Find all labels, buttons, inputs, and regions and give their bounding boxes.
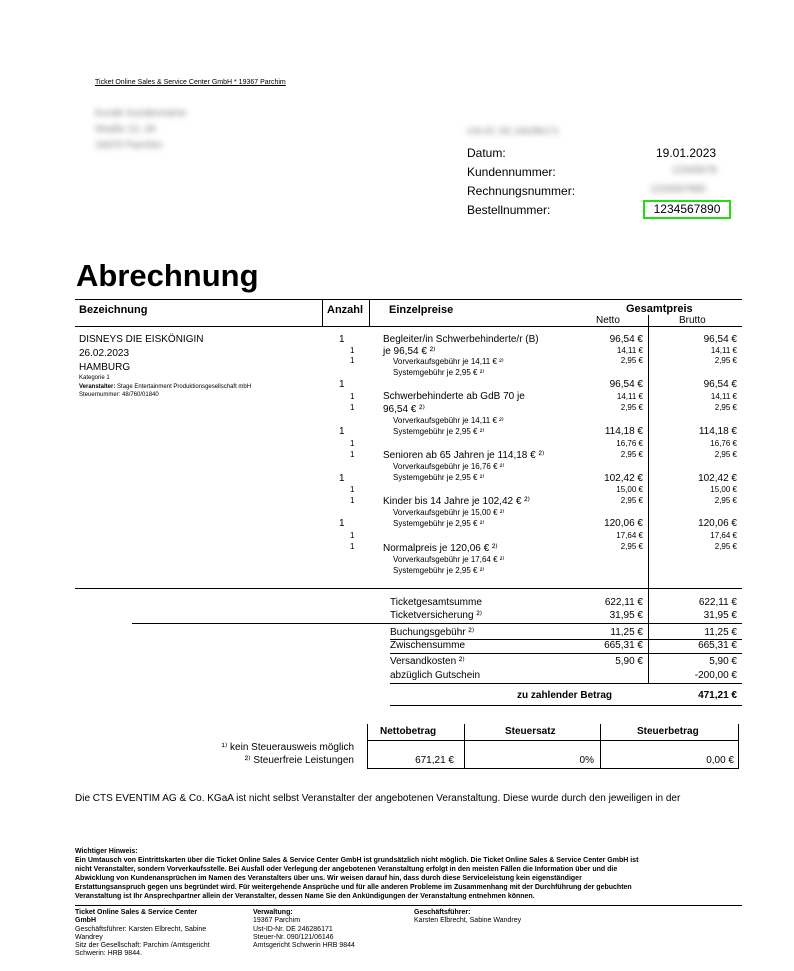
gutschein-label: abzüglich Gutschein [390, 670, 481, 681]
event-veranstalter [79, 384, 251, 390]
event-steuernummer: Steuernummer: 48/760/01840 [79, 392, 159, 398]
brutto-price: 14,11 € [710, 346, 737, 355]
qty: 1 [350, 356, 355, 365]
footer-line: Schwerin: HRB 9844. [75, 950, 142, 957]
qty: 1 [339, 473, 345, 484]
netto-price: 16,76 € [616, 439, 643, 448]
reference-number: USt-ID: DE 246286171 [467, 126, 560, 136]
subtotal-rule [132, 623, 742, 624]
item-vvk: Vorverkaufsgebühr je 14,11 € ²⁾ [393, 357, 504, 366]
sender-line: Ticket Online Sales & Service Center GmbH * 19367 Parchim [95, 79, 286, 86]
brutto-price: 96,54 € [703, 379, 737, 390]
item-vvk: Vorverkaufsgebühr je 17,64 € ²⁾ [393, 555, 505, 564]
header-bottom-rule [75, 326, 742, 327]
item-schwer-price: 96,54 € ²⁾ [383, 404, 425, 415]
buchung-label: Buchungsgebühr ²⁾ [390, 627, 475, 638]
netto-price: 120,06 € [604, 518, 643, 529]
footer-rule [75, 905, 742, 906]
netto-price: 2,95 € [620, 496, 643, 505]
tax-betrag-header: Steuerbetrag [637, 726, 699, 737]
gutschein-rule [390, 683, 742, 684]
zwischen-brutto: 665,31 € [698, 640, 737, 651]
tax-satz-header: Steuersatz [505, 726, 556, 737]
netto-price: 114,18 € [604, 426, 643, 437]
item-vvk: Vorverkaufsgebühr je 15,00 € ²⁾ [393, 508, 505, 517]
bestell-value: 1234567890 [643, 200, 731, 219]
zwischen-label: Zwischensumme [390, 640, 466, 651]
tax-betrag-value: 0,00 € [706, 755, 734, 766]
item-system: Systemgebühr je 2,95 € ²⁾ [393, 519, 485, 528]
footer-line: Steuer-Nr. 090/121/06146 [253, 934, 334, 941]
buchung-netto: 11,25 € [610, 627, 643, 638]
col-divider [369, 300, 370, 326]
address-line: 19370 Parchim [95, 140, 163, 151]
event-date: 26.02.2023 [79, 348, 130, 359]
brutto-price: 17,64 € [710, 531, 737, 540]
notice-title: Wichtiger Hinweis: [75, 848, 138, 855]
brutto-price: 120,06 € [698, 518, 737, 529]
event-city: HAMBURG [79, 362, 131, 373]
qty: 1 [350, 346, 355, 355]
brutto-price: 16,76 € [710, 439, 737, 448]
kunde-label: Kundennummer: [467, 165, 556, 179]
buchung-brutto: 11,25 € [704, 627, 737, 638]
brutto-price: 114,18 € [698, 426, 737, 437]
tax-netto-value: 671,21 € [415, 755, 454, 766]
ticketsumme-brutto: 622,11 € [698, 597, 737, 608]
footer-line: Geschäftsführer: Karsten Elbrecht, Sabine [75, 926, 207, 933]
netto-price: 102,42 € [604, 473, 643, 484]
col-divider-netto-brutto [648, 315, 649, 588]
versand-label: Versandkosten ²⁾ [390, 656, 465, 667]
notice-line: Abwicklung von Kundenansprüchen im Namen des Veranstalters über uns. Wir weisen darauf hin, dass durch diese Serviceleistung kein eigenständiger [75, 875, 582, 882]
footer-verwaltung-title: Verwaltung: [253, 909, 293, 916]
address-line: Kunde Kundenname [95, 108, 187, 119]
col-einzelpreise: Einzelpreise [389, 304, 454, 316]
netto-price: 2,95 € [620, 403, 643, 412]
item-begleiter-price: je 96,54 € ²⁾ [383, 346, 436, 357]
qty: 1 [350, 485, 355, 494]
netto-price: 15,00 € [616, 485, 643, 494]
item-system: Systemgebühr je 2,95 € ²⁾ [393, 368, 485, 377]
footer-line: 19367 Parchim [253, 917, 301, 924]
notice-line: nicht Veranstalter, sondern Vorverkaufsstelle. Bei Ausfall oder Verlegung der angebotenen Veranstaltung erfolgt in den meisten Fällen die Information über und die [75, 866, 618, 873]
item-vvk: Vorverkaufsgebühr je 16,76 € ²⁾ [393, 462, 505, 471]
notice-line: Veranstaltung ist Ihr Ansprechpartner allein der Veranstalter, dessen Name Sie den Ankündigungen der Veranstaltung entnehmen können. [75, 893, 535, 900]
veranstalter-label: Veranstalter: [79, 384, 116, 390]
brutto-price: 2,95 € [714, 496, 737, 505]
footer-company-title: Ticket Online Sales & Service Center [75, 909, 198, 916]
footer-line: Karsten Elbrecht, Sabine Wandrey [414, 917, 522, 924]
versicherung-brutto: 31,95 € [703, 610, 737, 621]
tax-header-rule [367, 740, 738, 741]
netto-price: 2,95 € [620, 450, 643, 459]
brutto-price: 14,11 € [710, 392, 737, 401]
qty: 1 [350, 392, 355, 401]
zahlen-rule [390, 705, 742, 706]
veranstalter-value: Stage Entertainment Produktionsgesellschaft mbH [117, 384, 252, 390]
tax-note-2: ²⁾ Steuerfreie Leistungen [244, 755, 354, 766]
bestell-label: Bestellnummer: [467, 203, 551, 217]
qty: 1 [339, 426, 345, 437]
brutto-price: 2,95 € [714, 542, 737, 551]
netto-price: 14,11 € [616, 392, 643, 401]
qty: 1 [339, 334, 345, 345]
footer-company-title: GmbH [75, 917, 96, 924]
footer-gf-title: Geschäftsführer: [414, 909, 471, 916]
zahlen-value: 471,21 € [698, 690, 737, 701]
versand-brutto: 5,90 € [709, 656, 737, 667]
item-schwer: Schwerbehinderte ab GdB 70 je [383, 391, 525, 402]
footer-line: Sitz der Gesellschaft: Parchim /Amtsgericht [75, 942, 210, 949]
kunde-value: 12345678 [672, 165, 717, 176]
datum-value: 19.01.2023 [656, 146, 717, 160]
qty: 1 [350, 403, 355, 412]
event-kategorie: Kategorie 1 [79, 375, 110, 381]
zahlen-label: zu zahlender Betrag [517, 690, 613, 701]
versand-netto: 5,90 € [615, 656, 643, 667]
netto-price: 2,95 € [620, 356, 643, 365]
rechnung-label: Rechnungsnummer: [467, 184, 576, 198]
brutto-price: 2,95 € [714, 356, 737, 365]
versicherung-netto: 31,95 € [609, 610, 643, 621]
rechnung-value: 1234567890 [650, 184, 706, 195]
tax-divider [464, 724, 465, 768]
netto-price: 14,11 € [616, 346, 643, 355]
qty: 1 [339, 518, 345, 529]
qty: 1 [350, 531, 355, 540]
footer-line: Amtsgericht Schwerin HRB 9844 [253, 942, 355, 949]
table-top-rule [75, 299, 742, 300]
ticketsumme-netto: 622,11 € [604, 597, 643, 608]
brutto-price: 102,42 € [698, 473, 737, 484]
brutto-price: 15,00 € [710, 485, 737, 494]
totals-top-rule [75, 588, 742, 589]
qty: 1 [350, 542, 355, 551]
brutto-price: 2,95 € [714, 403, 737, 412]
page-title: Abrechnung [76, 258, 259, 293]
tax-divider [600, 724, 601, 768]
statement: Die CTS EVENTIM AG & Co. KGaA ist nicht selbst Veranstalter der angebotenen Veranstaltung. Diese wurde durch den jeweiligen in der [75, 793, 681, 804]
address-line: Straße 12, 34 [95, 124, 156, 135]
event-name: DISNEYS DIE EISKÖNIGIN [79, 334, 204, 345]
col-anzahl: Anzahl [327, 304, 364, 316]
tax-divider [367, 724, 368, 768]
tax-bottom-rule [367, 768, 739, 769]
item-normal: Normalpreis je 120,06 € ²⁾ [383, 543, 498, 554]
item-system: Systemgebühr je 2,95 € ²⁾ [393, 473, 485, 482]
item-senioren: Senioren ab 65 Jahren je 114,18 € ²⁾ [383, 450, 545, 461]
qty: 1 [350, 496, 355, 505]
item-kinder: Kinder bis 14 Jahre je 102,42 € ²⁾ [383, 496, 530, 507]
col-divider [322, 300, 323, 326]
tax-satz-value: 0% [579, 755, 594, 766]
col-gesamtpreis: Gesamtpreis [626, 303, 693, 315]
qty: 1 [339, 379, 345, 390]
item-system: Systemgebühr je 2,95 € ²⁾ [393, 427, 485, 436]
netto-price: 17,64 € [616, 531, 643, 540]
gutschein-brutto: -200,00 € [694, 670, 737, 681]
netto-price: 96,54 € [609, 379, 643, 390]
ticketsumme-label: Ticketgesamtsumme [390, 597, 482, 608]
datum-label: Datum: [467, 146, 506, 160]
col-brutto: Brutto [679, 315, 706, 326]
zwischen-bottom-rule [390, 653, 742, 654]
notice-line: Ein Umtausch von Eintrittskarten über die Ticket Online Sales & Service Center GmbH ist grundsätzlich nicht möglich. Die Ticket Online Sales & Service Center GmbH ist [75, 857, 639, 864]
brutto-price: 2,95 € [714, 450, 737, 459]
footer-line: Ust-ID-Nr. DE 246286171 [253, 926, 333, 933]
qty: 1 [350, 439, 355, 448]
qty: 1 [350, 450, 355, 459]
totals-divider [648, 588, 649, 684]
brutto-price: 96,54 € [703, 334, 737, 345]
item-begleiter: Begleiter/in Schwerbehinderte/r (B) [383, 334, 539, 345]
notice-line: Erstattungsanspruch gegen uns begründet wird. Für weitergehende Ansprüche und für alle anderen Probleme im Zusammenhang mit der Durchführung der gebuchten [75, 884, 632, 891]
tax-netto-header: Nettobetrag [380, 726, 437, 737]
item-vvk: Vorverkaufsgebühr je 14,11 € ²⁾ [393, 416, 504, 425]
tax-divider [738, 724, 739, 768]
col-netto: Netto [596, 315, 620, 326]
zwischen-netto: 665,31 € [604, 640, 643, 651]
tax-note-1: ¹⁾ kein Steuerausweis möglich [221, 742, 354, 753]
item-system: Systemgebühr je 2,95 € ²⁾ [393, 566, 485, 575]
netto-price: 2,95 € [620, 542, 643, 551]
col-bezeichnung: Bezeichnung [79, 304, 148, 316]
netto-price: 96,54 € [609, 334, 643, 345]
versicherung-label: Ticketversicherung ²⁾ [390, 610, 483, 621]
footer-line: Wandrey [75, 934, 103, 941]
